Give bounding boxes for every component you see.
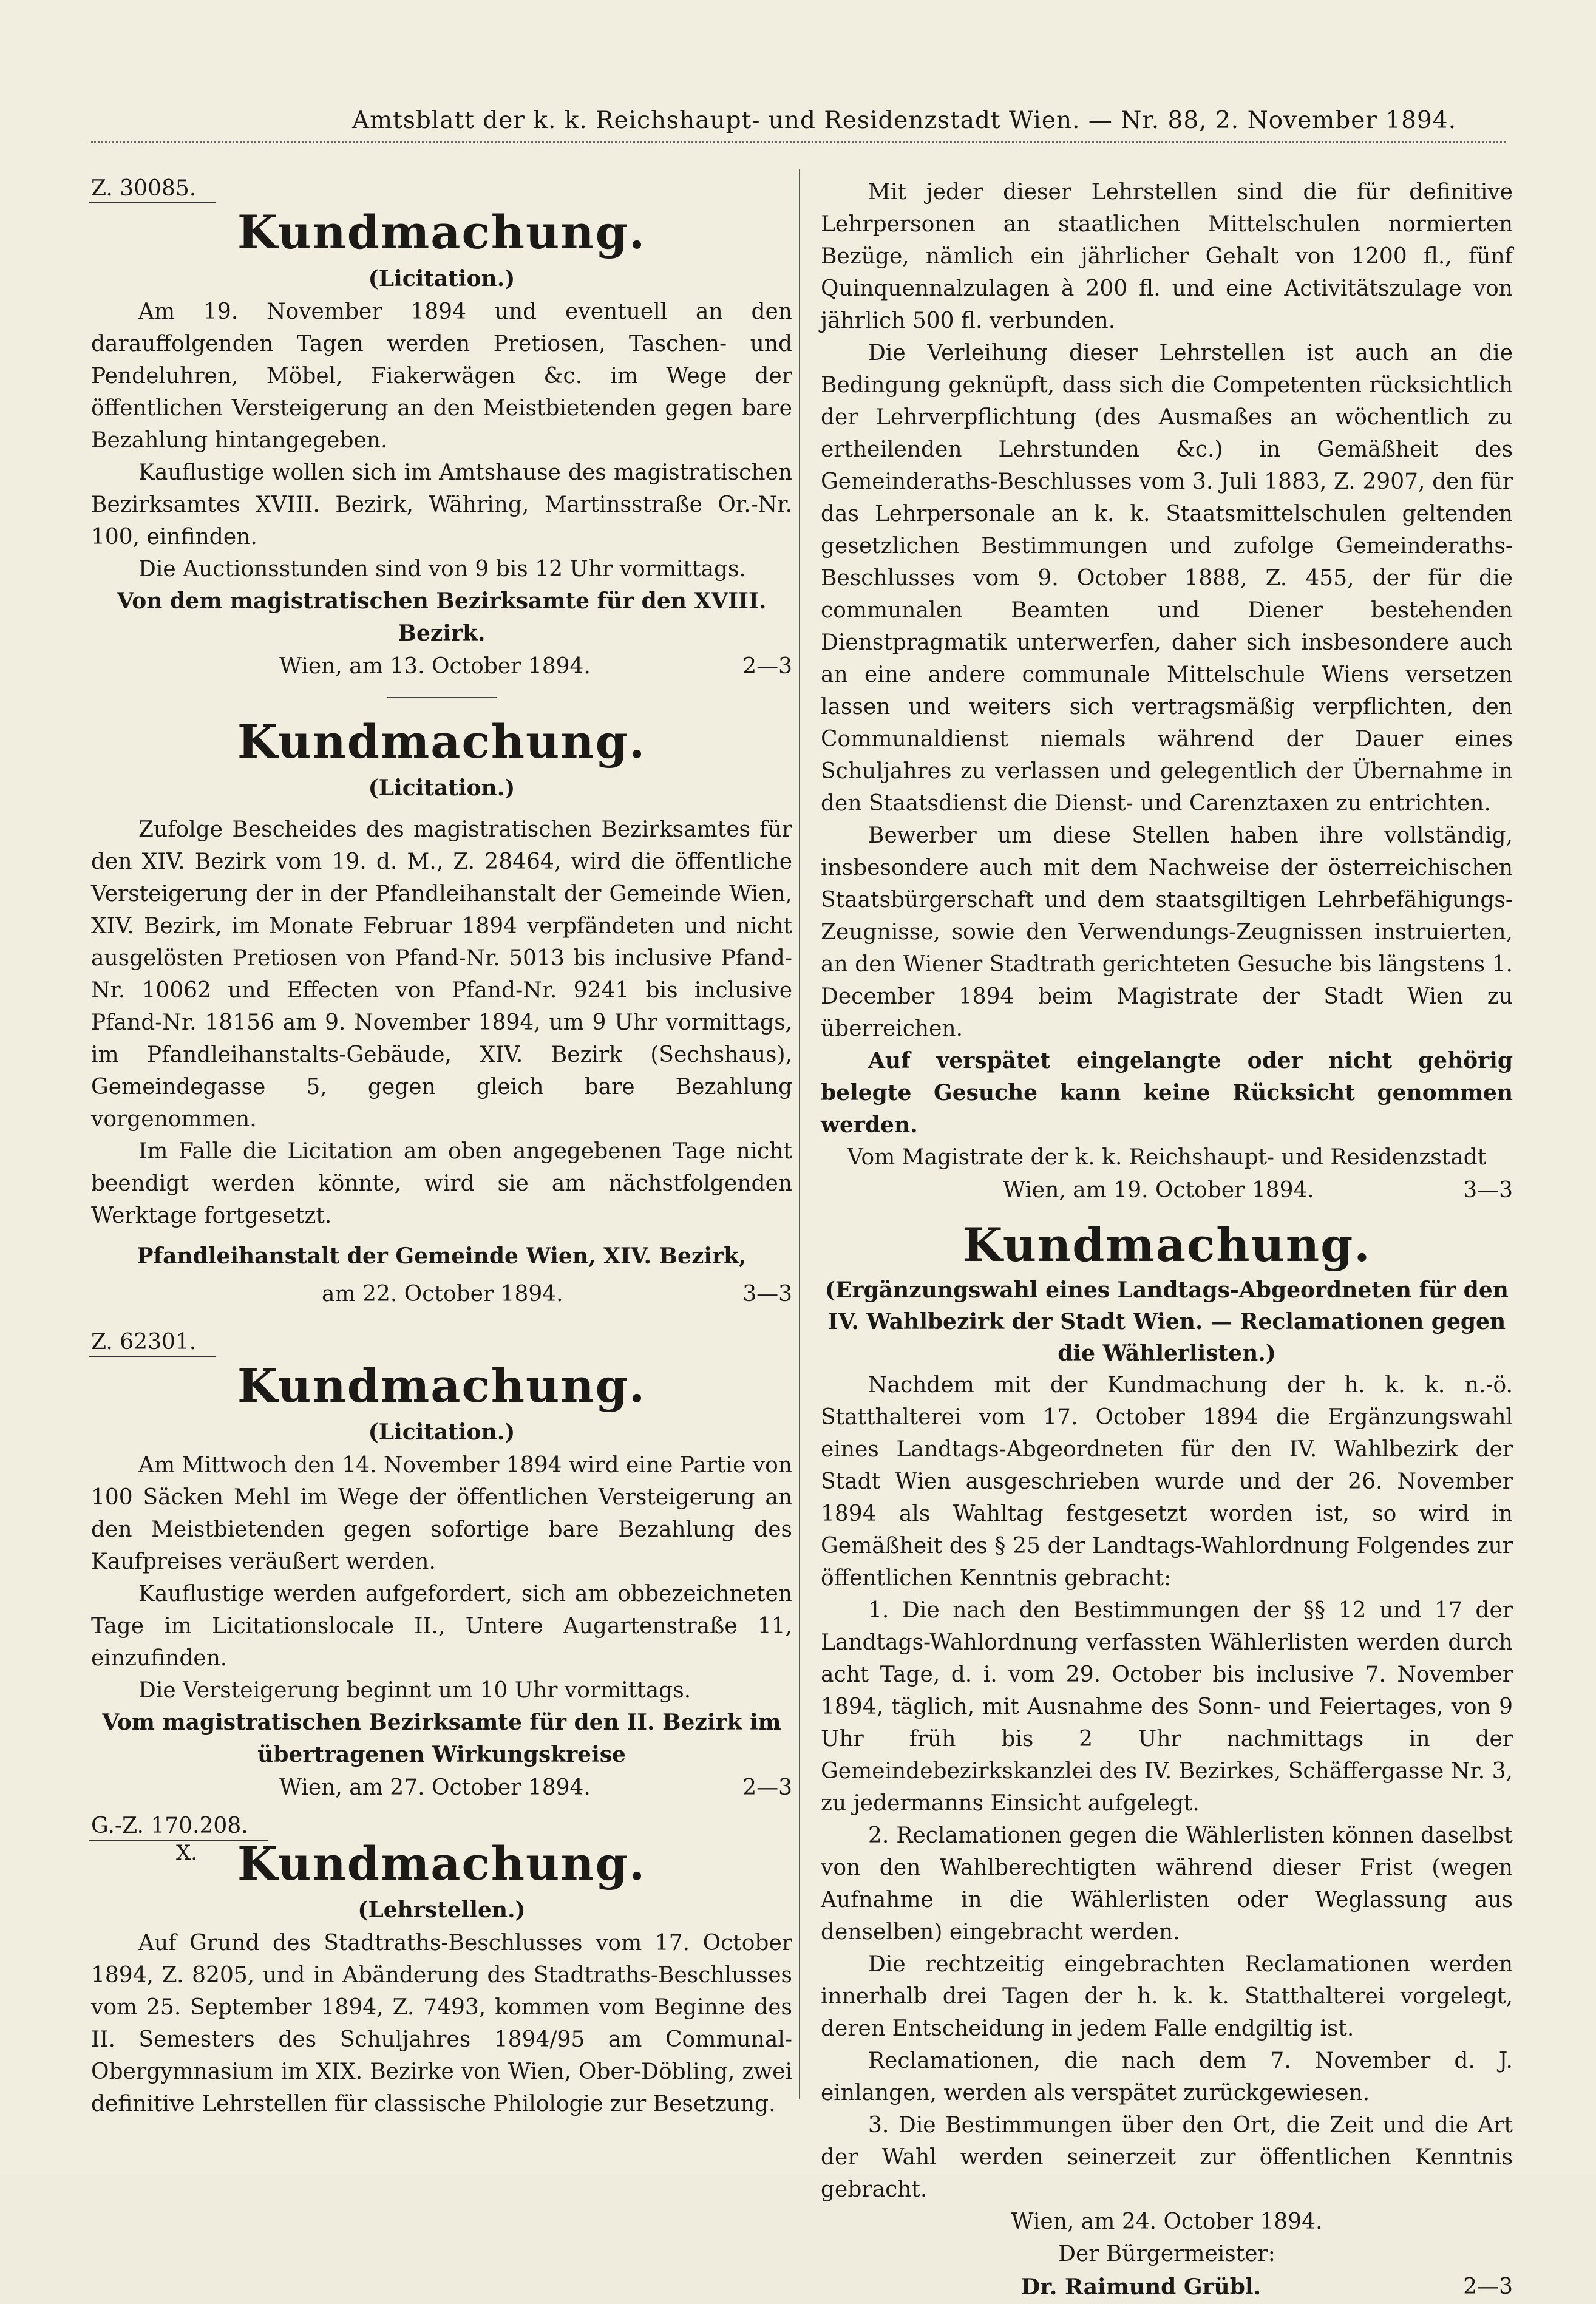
paragraph: Die rechtzeitig eingebrachten Reclamationen werden innerhalb drei Tagen der h. k. k. Statthalterei vorgelegt, deren Entscheidung in jedem Falle endgiltig ist. [821,1952,1513,2041]
paragraph: Bewerber um diese Stellen haben ihre vollständig, insbesondere auch mit dem Nachweise der österreichischen Staatsbürgerschaft und dem staatsgiltigen Lehrbefähigungs-Zeugnisse, sowie den Verwendungs-Zeugnissen instruierten, an den Wiener Stadtrath gerichteten Gesuche bis längstens 1. December 1894 beim Magistrate der Stadt Wien zu überreichen. [821,823,1513,1041]
header-rule [91,141,1506,143]
paragraph: Am 19. November 1894 und eventuell an den darauffolgenden Tagen werden Pretiosen, Taschen- und Pendeluhren, Möbel, Fiakerwägen &c. im Wege der öffentlichen Versteigerung an den Meistbietenden gegen bare Bezahlung hintangegeben. [91,299,792,453]
paragraph: Im Falle die Licitation am oben angegebenen Tage nicht beendigt werden könnte, wird sie am nächstfolgenden Werktage fortgesetzt. [91,1139,792,1228]
notice-subtitle: (Licitation.) [368,1419,515,1445]
insertion-number: 2—3 [742,654,792,679]
paragraph: Kauflustige wollen sich im Amtshause des magistratischen Bezirksamtes XVIII. Bezirk, Währing, Martinsstraße Or.-Nr. 100, einfinden. [91,460,792,549]
issuing-authority: Pfandleihanstalt der Gemeinde Wien, XIV. Bezirk, [137,1243,747,1269]
paragraph: Auf Grund des Stadtraths-Beschlusses vom 17. October 1894, Z. 8205, und in Abänderung des Stadtraths-Beschlusses vom 25. September 1894, Z. 7493, kommen vom Beginne des II. Semesters des Schuljahres 1894/95 am Communal-Obergymnasium im XIX. Bezirke von Wien, Ober-Döbling, zwei definitive Lehrstellen für classische Philologie zur Besetzung. [91,1931,792,2116]
paragraph: Die Verleihung dieser Lehrstellen ist auch an die Bedingung geknüpft, dass sich die Competenten rücksichtlich der Lehrverpflichtung (des Ausmaßes an wöchentlich zu ertheilenden Lehrstunden &c.) in Gemäßheit des Gemeinderaths-Beschlusses vom 3. Juli 1883, Z. 2907, den für das Lehrpersonale an k. k. Staatsmittelschulen geltenden gesetzlichen Bestimmungen und zufolge Gemeinderaths-Beschlusses vom 9. October 1888, Z. 455, der für die communalen Beamten und Diener bestehenden Dienstpragmatik unterwerfen, daher sich insbesondere auch an eine andere communale Mittelschule Wiens versetzen lassen und weiters sich vertragsmäßig verpflichten, den Communaldienst niemals während der Dauer eines Schuljahres zu verlassen und gelegentlich der Übernahme in den Staatsdienst die Dienst- und Carenztaxen zu entrichten. [821,341,1513,816]
paragraph: 2. Reclamationen gegen die Wählerlisten können daselbst von den Wahlberechtigten während dieser Frist (wegen Aufnahme in die Wählerlisten oder Weglassung aus denselben) eingebracht werden. [821,1823,1513,1945]
date-line [91,650,792,684]
insertion-number: 3—3 [742,1282,792,1307]
notice-title: Kundmachung. [237,1837,647,1891]
place-date: Wien, am 27. October 1894. [279,1775,591,1800]
paragraph: Mit jeder dieser Lehrstellen sind die für definitive Lehrpersonen an staatlichen Mittelschulen normierten Bezüge, nämlich ein jährlicher Gehalt von 1200 fl., fünf Quinquennalzulagen à 200 fl. und eine Activitätszulage von jährlich 500 fl. verbunden. [821,180,1513,333]
reference-number: G.-Z. 170.208. [89,1813,268,1841]
paragraph: Am Mittwoch den 14. November 1894 wird eine Partie von 100 Säcken Mehl im Wege der öffentlichen Versteigerung an den Meistbietenden gegen sofortige bare Bezahlung des Kaufpreises veräußert werden. [91,1453,792,1574]
paragraph: Zufolge Bescheides des magistratischen Bezirksamtes für den XIV. Bezirk vom 19. d. M., Z. 28464, wird die öffentliche Versteigerung der in der Pfandleihanstalt der Gemeinde Wien, XIV. Bezirk, im Monate Februar 1894 verpfändeten und nicht ausgelösten Pretiosen von Pfand-Nr. 5013 bis inclusive Pfand-Nr. 10062 und Effecten von Pfand-Nr. 9241 bis inclusive Pfand-Nr. 18156 am 9. November 1894, um 9 Uhr vormittags, im Pfandleihanstalts-Gebäude, XIV. Bezirk (Sechshaus), Gemeindegasse 5, gegen gleich bare Bezahlung vorgenommen. [91,817,792,1132]
mayor-name: Dr. Raimund Grübl. [1021,2274,1262,2300]
page-header: Amtsblatt der k. k. Reichshaupt- und Residenzstadt Wien. — Nr. 88, 2. November 1894. [352,107,1457,134]
date-line [821,1174,1513,1208]
issuing-authority: Vom magistratischen Bezirksamte für den II. Bezirk im übertragenen Wirkungskreise [102,1710,781,1767]
reference-number: Z. 62301. [89,1330,216,1357]
paragraph: Die Versteigerung beginnt um 10 Uhr vormittags. [138,1678,691,1703]
left-column [91,176,792,2120]
date-line [91,1771,792,1805]
issuing-authority: Vom Magistrate der k. k. Reichshaupt- und Residenzstadt [847,1145,1487,1170]
paragraph: 3. Die Bestimmungen über den Ort, die Zeit und die Art der Wahl werden seinerzeit zur öffentlichen Kenntnis gebracht. [821,2113,1513,2202]
place-date: Wien, am 19. October 1894. [1003,1178,1314,1203]
notice-teaching-posts [91,1813,792,2120]
separator-rule [387,697,497,698]
place-date: Wien, am 24. October 1894. [1011,2209,1323,2234]
notice-subtitle: (Licitation.) [368,266,515,291]
paragraph: Reclamationen, die nach dem 7. November d. J. einlangen, werden als verspätet zurückgewiesen. [821,2048,1513,2105]
mayor-label: Der Bürgermeister: [1058,2241,1275,2266]
insertion-number: 2—3 [1463,2274,1513,2299]
notice-auction-xviii [91,176,792,684]
notice-teaching-posts-continued [821,176,1513,1208]
section-mark: X. [176,1841,198,1865]
notice-title: Kundmachung. [962,1218,1371,1272]
right-column [821,176,1513,2304]
paragraph: 1. Die nach den Bestimmungen der §§ 12 und 17 der Landtags-Wahlordnung verfassten Wählerlisten werden durch acht Tage, d. i. vom 29. October bis inclusive 7. November 1894, täglich, mit Ausnahme des Sonn- und Feiertages, von 9 Uhr früh bis 2 Uhr nachmittags in der Gemeindebezirkskanzlei des IV. Bezirkes, Schäffergasse Nr. 3, zu jedermanns Einsicht aufgelegt. [821,1598,1513,1816]
notice-election [821,1216,1513,2304]
notice-subtitle: (Lehrstellen.) [358,1897,526,1923]
signature-line [821,2270,1513,2304]
column-divider [799,169,800,2099]
reference-number: Z. 30085. [89,176,216,203]
place-date: am 22. October 1894. [322,1282,563,1307]
notice-title: Kundmachung. [237,205,647,259]
date-line [91,1277,792,1311]
paragraph: Auf verspätet eingelangte oder nicht gehörig belegte Gesuche kann keine Rücksicht genommen werden. [821,1048,1513,1138]
place-date: Wien, am 13. October 1894. [279,654,591,679]
notice-title: Kundmachung. [237,715,647,769]
notice-subtitle: (Licitation.) [368,775,515,801]
issuing-authority: Von dem magistratischen Bezirksamte für den XVIII. Bezirk. [117,588,767,646]
paragraph: Nachdem mit der Kundmachung der h. k. k. n.-ö. Statthalterei vom 17. October 1894 die Ergänzungswahl eines Landtags-Abgeordneten für den IV. Wahlbezirk der Stadt Wien ausgeschrieben wurde und der 26. November 1894 als Wahltag festgesetzt worden ist, so wird in Gemäßheit des § 25 der Landtags-Wahlordnung Folgendes zur öffentlichen Kenntnis gebracht: [821,1373,1513,1591]
paragraph: Die Auctionsstunden sind von 9 bis 12 Uhr vormittags. [138,557,746,582]
notice-pfandleihanstalt [91,713,792,1311]
notice-title: Kundmachung. [237,1359,647,1413]
insertion-number: 3—3 [1463,1178,1513,1203]
insertion-number: 2—3 [742,1775,792,1800]
notice-subtitle: (Ergänzungswahl eines Landtags-Abgeordneten für den IV. Wahlbezirk der Stadt Wien. — Reclamationen gegen die Wählerlisten.) [825,1277,1509,1366]
notice-flour-auction [91,1330,792,1805]
paragraph: Kauflustige werden aufgefordert, sich am obbezeichneten Tage im Licitationslocale II., Untere Augartenstraße 11, einzufinden. [91,1582,792,1671]
